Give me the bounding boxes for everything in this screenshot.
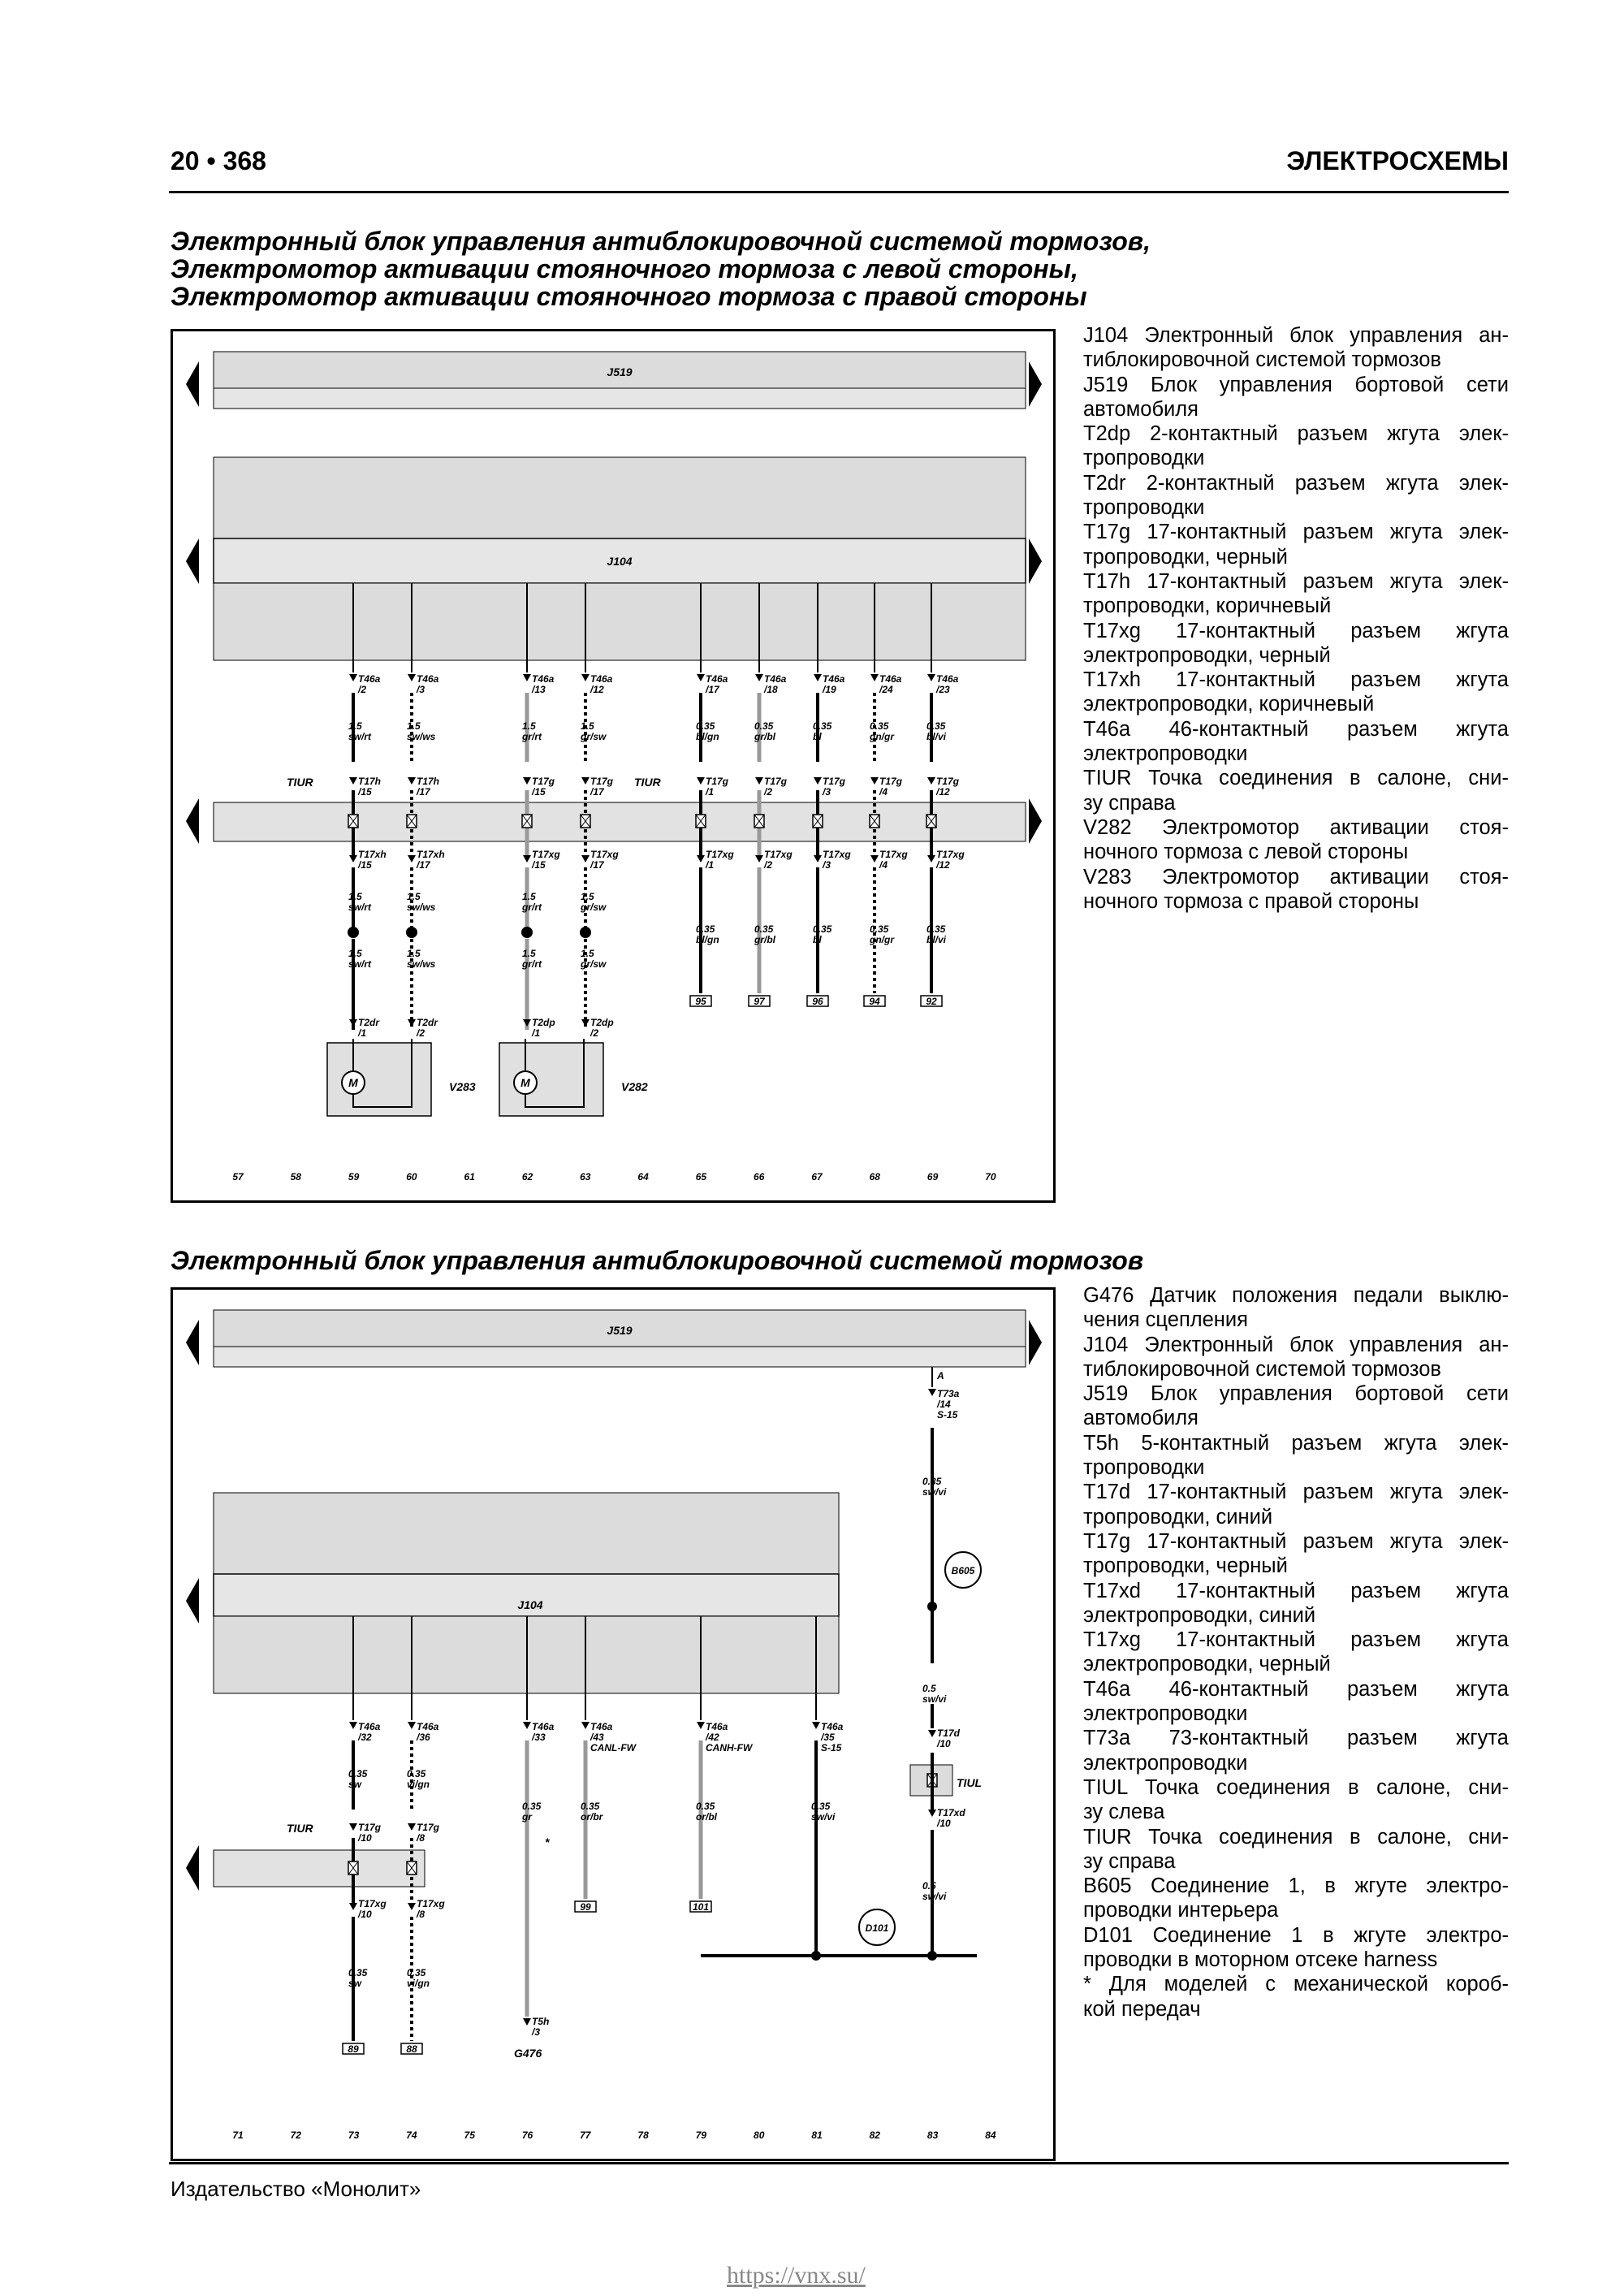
source-url[interactable]: https://vnx.su/ <box>727 2262 866 2289</box>
legend-line: T17xg 17-контактный разъем жгута <box>1083 619 1509 642</box>
connector-label: T46a /13 <box>532 673 555 695</box>
continuation-right-arrow <box>1029 798 1042 844</box>
connector-pin-icon <box>408 1823 416 1831</box>
connector-pin-icon <box>927 674 935 681</box>
connector-pin-icon <box>581 1722 590 1729</box>
connector-pin-icon <box>812 1722 820 1729</box>
connector-label: T17xg /8 <box>417 1898 445 1920</box>
tiur-splice-band <box>214 802 1026 841</box>
column-number: 59 <box>348 1171 360 1183</box>
connector-label: T17g /12 <box>936 776 960 798</box>
connector-label: T17xg /3 <box>823 849 851 871</box>
connector-label: T17g /4 <box>879 776 903 798</box>
continuation-left-arrow <box>186 1578 199 1624</box>
wire-size-color: 1.5 gr/sw <box>581 891 607 913</box>
inline-connector-icon <box>521 927 533 938</box>
connector-pin-icon <box>349 1903 357 1910</box>
legend-line: тиблокировочной системой тормозов <box>1083 348 1441 372</box>
connector-pin-icon <box>523 1722 531 1729</box>
legend-line: тропроводки, черный <box>1083 1554 1288 1578</box>
column-number: 62 <box>521 1171 533 1183</box>
legend-line: электропроводки <box>1083 1702 1248 1726</box>
connector-pin-icon <box>408 855 416 863</box>
legend-line: J104 Электронный блок управления ан- <box>1083 1333 1509 1356</box>
connector-pin-icon <box>755 855 763 863</box>
wire-size-color: 0.35 bl/vi <box>926 720 947 742</box>
wire-size-color: 1.5 sw/ws <box>407 891 436 913</box>
connector-pin-icon <box>349 855 357 863</box>
legend-line: T46a 46-контактный разъем жгута <box>1083 717 1509 741</box>
legend-line: V283 Электромотор активации стоя- <box>1083 865 1509 889</box>
connector-label: T46a /12 <box>590 673 613 695</box>
connector-label: T46a /23 <box>936 673 959 695</box>
connector-pin-icon <box>349 1019 357 1027</box>
legend-line: зу слева <box>1083 1801 1165 1824</box>
connector-pin-icon <box>697 1722 705 1729</box>
section-title: ЭЛЕКТРОСХЕМЫ <box>1286 146 1509 175</box>
legend-line: T17g 17-контактный разъем жгута элек- <box>1083 521 1509 544</box>
legend-line: автомобиля <box>1083 397 1199 421</box>
legend-line: T17h 17-контактный разъем жгута элек- <box>1083 569 1509 593</box>
column-number: 66 <box>754 1171 765 1183</box>
connector-label: T46a /2 <box>358 673 381 695</box>
legend-line: проводки интерьера <box>1083 1899 1279 1922</box>
diagram1-title-line: Электронный блок управления антиблокировочной системой тормозов, <box>171 227 1151 256</box>
connector-pin-icon <box>523 2018 531 2026</box>
connector-label: T2dr /1 <box>358 1017 380 1039</box>
continuation-right-arrow <box>1029 1320 1042 1365</box>
legend-line: T46a 46-контактный разъем жгута <box>1083 1677 1509 1701</box>
connector-pin-icon <box>814 777 822 785</box>
reference-label: 99 <box>580 1901 591 1913</box>
tiur-label: TIUR <box>287 1822 313 1835</box>
column-number: 79 <box>695 2130 707 2141</box>
reference-label: 92 <box>926 996 937 1007</box>
legend-line: тиблокировочной системой тормозов <box>1083 1357 1441 1381</box>
connector-pin-icon <box>408 1903 416 1910</box>
wire-size-color: 1.5 sw/rt <box>348 891 372 913</box>
connector-label: T46a /32 <box>358 1721 381 1743</box>
wire-size-color: 0.35 sw <box>348 1967 368 1989</box>
column-number: 82 <box>869 2130 880 2141</box>
connector-label: T17xg /15 <box>532 849 560 871</box>
connector-label: T5h /3 <box>532 2016 550 2038</box>
connector-label: T17g /1 <box>706 776 729 798</box>
connector-label: T46a /19 <box>823 673 845 695</box>
j104-unit-upper <box>214 1493 839 1574</box>
column-number: 71 <box>232 2130 244 2141</box>
legend-line: электропроводки <box>1083 1751 1248 1775</box>
connector-label: T46a /35 S-15 <box>821 1721 844 1753</box>
column-number: 70 <box>985 1171 996 1183</box>
connector-pin-icon <box>870 777 879 785</box>
wire-size-color: 0.35 sw <box>348 1768 368 1790</box>
connector-pin-icon <box>870 674 879 681</box>
wire-size-color: 0.35 or/bl <box>696 1801 717 1823</box>
connector-pin-icon <box>523 855 531 863</box>
connector-label: T17xg /17 <box>590 849 619 871</box>
connector-pin-icon <box>408 674 416 681</box>
wire-size-color: 0.35 bl <box>813 720 832 742</box>
wire-size-color: 1.5 gr/sw <box>581 948 607 970</box>
connector-label: T46a /18 <box>764 673 787 695</box>
connector-pin-icon <box>697 855 705 863</box>
legend-line: ночного тормоза с правой стороны <box>1083 889 1419 913</box>
diagram2-title <box>171 1247 1143 1274</box>
legend-line: T5h 5-контактный разъем жгута элек- <box>1083 1431 1509 1455</box>
connector-pin-icon <box>927 855 935 863</box>
column-number: 81 <box>811 2130 823 2141</box>
j519-unit-lower <box>214 1347 1026 1367</box>
legend-line: T73a 73-контактный разъем жгута <box>1083 1727 1509 1750</box>
wire-size-color: 1.5 gr/sw <box>581 720 607 742</box>
junction-dot <box>927 1602 937 1611</box>
v282-label: V282 <box>621 1080 648 1093</box>
wire-size-color: 1.5 sw/ws <box>407 720 436 742</box>
connector-pin-icon <box>814 674 822 681</box>
connector-pin-icon <box>408 777 416 785</box>
column-number: 67 <box>811 1171 823 1183</box>
j104-unit-lower <box>214 583 1026 660</box>
connector-pin-icon <box>755 674 763 681</box>
column-number: 64 <box>637 1171 649 1183</box>
connector-label: T73a /14 S-15 <box>937 1388 960 1420</box>
footnote-marker: * <box>545 1836 550 1848</box>
legend-line: D101 Соединение 1 в жгуте электро- <box>1083 1923 1509 1947</box>
header-rule <box>169 191 1509 193</box>
legend-line: тропроводки <box>1083 447 1205 470</box>
wire-size-color: 0.35 gr <box>522 1801 542 1823</box>
inline-connector-icon <box>406 927 417 938</box>
wiring-diagram-1-svg <box>173 331 1053 1200</box>
wire-size-color: 0.5 sw/vi <box>922 1880 947 1902</box>
footer-rule <box>169 2162 1509 2164</box>
connector-pin-icon <box>408 1019 416 1027</box>
connector-pin-icon <box>581 855 590 863</box>
reference-label: 89 <box>348 2043 359 2055</box>
wiring-diagram-1 <box>171 329 1056 1203</box>
tiur-label: TIUR <box>287 776 313 789</box>
legend-line: TIUR Точка соединения в салоне, сни- <box>1083 767 1509 790</box>
column-number: 73 <box>348 2130 360 2141</box>
connector-label: T2dp /1 <box>532 1017 555 1039</box>
continuation-right-arrow <box>1029 538 1042 584</box>
wire-size-color: 1.5 gr/rt <box>522 720 542 742</box>
wire-size-color: 1.5 gr/rt <box>522 891 542 913</box>
v283-label: V283 <box>449 1080 476 1093</box>
wire-size-color: 0.35 gr/bl <box>754 923 775 945</box>
wire-size-color: 0.35 sw/vi <box>922 1476 947 1498</box>
connector-pin-icon <box>349 1823 357 1831</box>
connector-pin-icon <box>870 855 879 863</box>
continuation-right-arrow <box>1029 361 1042 407</box>
tiul-label: TIUL <box>957 1776 983 1789</box>
pin-label: A <box>937 1370 944 1381</box>
diagram2-legend <box>1083 1283 1509 2021</box>
wire-size-color: 0.35 vi/gn <box>407 1768 430 1790</box>
connector-pin-icon <box>928 1389 936 1396</box>
continuation-left-arrow <box>186 798 199 844</box>
reference-label: 101 <box>692 1901 710 1913</box>
column-number: 63 <box>580 1171 591 1183</box>
legend-line: проводки в моторном отсеке harness <box>1083 1948 1438 1972</box>
tiur-label: TIUR <box>634 776 661 789</box>
diagram1-title-line: Электромотор активации стояночного тормоза с правой стороны <box>171 282 1087 311</box>
connector-label: T17xg /10 <box>358 1898 387 1920</box>
connector-pin-icon <box>349 1722 357 1729</box>
legend-line: тропроводки <box>1083 496 1205 520</box>
legend-line: J104 Электронный блок управления ан- <box>1083 324 1509 347</box>
legend-line: J519 Блок управления бортовой сети <box>1083 373 1509 396</box>
inline-connector-icon <box>580 927 591 938</box>
legend-line: T2dp 2-контактный разъем жгута элек- <box>1083 422 1509 446</box>
wire-size-color: 0.35 gr/bl <box>754 720 775 742</box>
connector-pin-icon <box>349 674 357 681</box>
connector-pin-icon <box>697 674 705 681</box>
legend-line: зу справа <box>1083 1849 1176 1873</box>
diagram2-title-line: Электронный блок управления антиблокировочной системой тормозов <box>171 1246 1144 1275</box>
column-number: 84 <box>985 2130 996 2141</box>
column-number: 74 <box>406 2130 417 2141</box>
connector-pin-icon <box>581 1019 590 1027</box>
motor-symbol: M <box>348 1076 358 1089</box>
wire-size-color: 0.35 bl/gn <box>696 720 719 742</box>
wire-size-color: 1.5 sw/rt <box>348 948 372 970</box>
connector-pin-icon <box>755 777 763 785</box>
legend-line: T17xh 17-контактный разъем жгута <box>1083 668 1509 692</box>
reference-label: 95 <box>695 996 706 1007</box>
j519-unit-lower <box>214 388 1026 409</box>
connector-pin-icon <box>697 777 705 785</box>
connector-label: T17g /8 <box>417 1822 440 1844</box>
connector-label: T2dr /2 <box>417 1017 438 1039</box>
connector-pin-icon <box>814 855 822 863</box>
connector-label: T46a /24 <box>879 673 902 695</box>
column-number: 83 <box>926 2130 939 2141</box>
connector-pin-icon <box>523 674 531 681</box>
connector-label: T46a /36 <box>417 1721 439 1743</box>
column-number: 61 <box>464 1171 475 1183</box>
connector-label: T46a /3 <box>417 673 439 695</box>
connector-label: T17h /15 <box>358 776 382 798</box>
column-number: 76 <box>521 2130 533 2141</box>
legend-line: тропроводки, черный <box>1083 545 1288 569</box>
legend-line: * Для моделей с механической короб- <box>1083 1973 1509 1996</box>
wire-size-color: 0.35 gn/gr <box>870 923 894 945</box>
connector-label: T2dp /2 <box>590 1017 614 1039</box>
connector-label: T46a /17 <box>706 673 728 695</box>
reference-label: 94 <box>869 996 880 1007</box>
continuation-left-arrow <box>186 1320 199 1365</box>
legend-line: электропроводки <box>1083 742 1248 766</box>
connector-pin-icon <box>928 1810 936 1817</box>
connector-label: T17xg /4 <box>879 849 908 871</box>
column-number: 72 <box>290 2130 301 2141</box>
tiur-splice-band <box>214 1850 425 1887</box>
wire-size-color: 1.5 sw/rt <box>348 720 372 742</box>
wire-size-color: 0.35 sw/vi <box>811 1801 836 1823</box>
continuation-left-arrow <box>186 361 199 407</box>
legend-line: T17d 17-контактный разъем жгута элек- <box>1083 1481 1509 1504</box>
wire-size-color: 0.5 sw/vi <box>922 1683 947 1705</box>
column-number: 65 <box>695 1171 707 1183</box>
j519-label: J519 <box>607 365 633 378</box>
connector-label: T17xg /1 <box>706 849 734 871</box>
legend-line: T17xd 17-контактный разъем жгута <box>1083 1579 1509 1602</box>
diagram1-legend <box>1083 323 1509 914</box>
wiring-diagram-2-svg <box>173 1290 1053 2159</box>
legend-line: T2dr 2-контактный разъем жгута элек- <box>1083 471 1509 495</box>
legend-line: зу справа <box>1083 791 1176 815</box>
connector-label: T46a /33 <box>532 1721 555 1743</box>
diagram1-title <box>171 227 1151 310</box>
legend-line: электропроводки, черный <box>1083 643 1331 667</box>
connector-label: T17g /2 <box>764 776 788 798</box>
legend-line: ночного тормоза с левой стороны <box>1083 841 1409 864</box>
legend-line: B605 Соединение 1, в жгуте электро- <box>1083 1874 1509 1898</box>
legend-line: автомобиля <box>1083 1407 1199 1430</box>
column-number: 80 <box>754 2130 765 2141</box>
connector-label: T46a /42 CANH-FW <box>706 1721 753 1753</box>
connector-label: T46a /43 CANL-FW <box>590 1721 636 1753</box>
motor-symbol: M <box>520 1076 530 1089</box>
column-number: 77 <box>580 2130 591 2141</box>
j519-label: J519 <box>607 1324 633 1337</box>
connector-pin-icon <box>408 1722 416 1729</box>
connector-pin-icon <box>581 674 590 681</box>
connector-label: T17xh /15 <box>358 849 387 871</box>
publisher: Издательство «Монолит» <box>171 2177 421 2201</box>
connector-pin-icon <box>581 777 590 785</box>
column-number: 69 <box>926 1171 939 1183</box>
b605-label: B605 <box>951 1565 975 1576</box>
connector-label: T17xg /2 <box>764 849 793 871</box>
junction-dot <box>927 1951 937 1961</box>
wire-size-color: 0.35 gn/gr <box>870 720 894 742</box>
d101-label: D101 <box>865 1922 889 1934</box>
j104-label: J104 <box>607 555 633 568</box>
wire-size-color: 0.35 vi/gn <box>407 1967 430 1989</box>
connector-pin-icon <box>927 777 935 785</box>
column-number: 68 <box>869 1171 880 1183</box>
g476-label: G476 <box>514 2047 542 2060</box>
legend-line: T17xg 17-контактный разъем жгута <box>1083 1628 1509 1652</box>
legend-line: TIUR Точка соединения в салоне, сни- <box>1083 1825 1509 1848</box>
connector-pin-icon <box>349 777 357 785</box>
legend-line: J519 Блок управления бортовой сети <box>1083 1382 1509 1406</box>
connector-label: T17g /17 <box>590 776 614 798</box>
legend-line: TIUL Точка соединения в салоне, сни- <box>1083 1775 1509 1799</box>
reference-label: 88 <box>406 2043 417 2055</box>
legend-line: тропроводки, коричневый <box>1083 595 1332 618</box>
wire-size-color: 0.35 bl/vi <box>926 923 947 945</box>
reference-label: 97 <box>754 996 765 1007</box>
column-number: 78 <box>637 2130 649 2141</box>
j104-label: J104 <box>517 1598 543 1611</box>
wire-size-color: 1.5 sw/ws <box>407 948 436 970</box>
wiring-diagram-2 <box>171 1287 1056 2161</box>
wire-size-color: 0.35 bl/gn <box>696 923 719 945</box>
legend-line: электропроводки, коричневый <box>1083 693 1375 716</box>
wire-size-color: 1.5 gr/rt <box>522 948 542 970</box>
connector-pin-icon <box>523 1019 531 1027</box>
connector-pin-icon <box>523 777 531 785</box>
wire-size-color: 0.35 or/br <box>581 1801 603 1823</box>
legend-line: электропроводки, синий <box>1083 1603 1316 1627</box>
connector-label: T17g /15 <box>532 776 555 798</box>
wire-size-color: 0.35 bl <box>813 923 832 945</box>
column-number: 58 <box>290 1171 301 1183</box>
legend-line: тропроводки <box>1083 1456 1205 1480</box>
diagram1-title-line: Электромотор активации стояночного тормоза с левой стороны, <box>171 254 1078 283</box>
junction-dot <box>811 1951 821 1961</box>
connector-label: T17d /10 <box>937 1727 961 1749</box>
connector-label: T17xd /10 <box>937 1807 965 1829</box>
page-number: 20 • 368 <box>171 146 266 175</box>
legend-line: чения сцепления <box>1083 1308 1248 1332</box>
column-number: 57 <box>232 1171 244 1183</box>
reference-label: 96 <box>812 996 823 1007</box>
connector-label: T17xg /12 <box>936 849 965 871</box>
column-number: 60 <box>406 1171 417 1183</box>
connector-label: T17xh /17 <box>417 849 445 871</box>
column-number: 75 <box>464 2130 475 2141</box>
legend-line: T17g 17-контактный разъем жгута элек- <box>1083 1529 1509 1553</box>
inline-connector-icon <box>348 927 359 938</box>
j104-unit-upper <box>214 457 1026 538</box>
connector-label: T17g /3 <box>823 776 846 798</box>
continuation-left-arrow <box>186 1845 199 1891</box>
continuation-left-arrow <box>186 538 199 584</box>
legend-line: кой передач <box>1083 1997 1201 2021</box>
legend-line: электропроводки, черный <box>1083 1653 1331 1676</box>
connector-label: T17h /17 <box>417 776 440 798</box>
legend-line: тропроводки, синий <box>1083 1505 1273 1529</box>
legend-line: V282 Электромотор активации стоя- <box>1083 815 1509 839</box>
connector-label: T17g /10 <box>358 1822 382 1844</box>
legend-line: G476 Датчик положения педали выклю- <box>1083 1284 1509 1307</box>
connector-pin-icon <box>928 1730 936 1737</box>
